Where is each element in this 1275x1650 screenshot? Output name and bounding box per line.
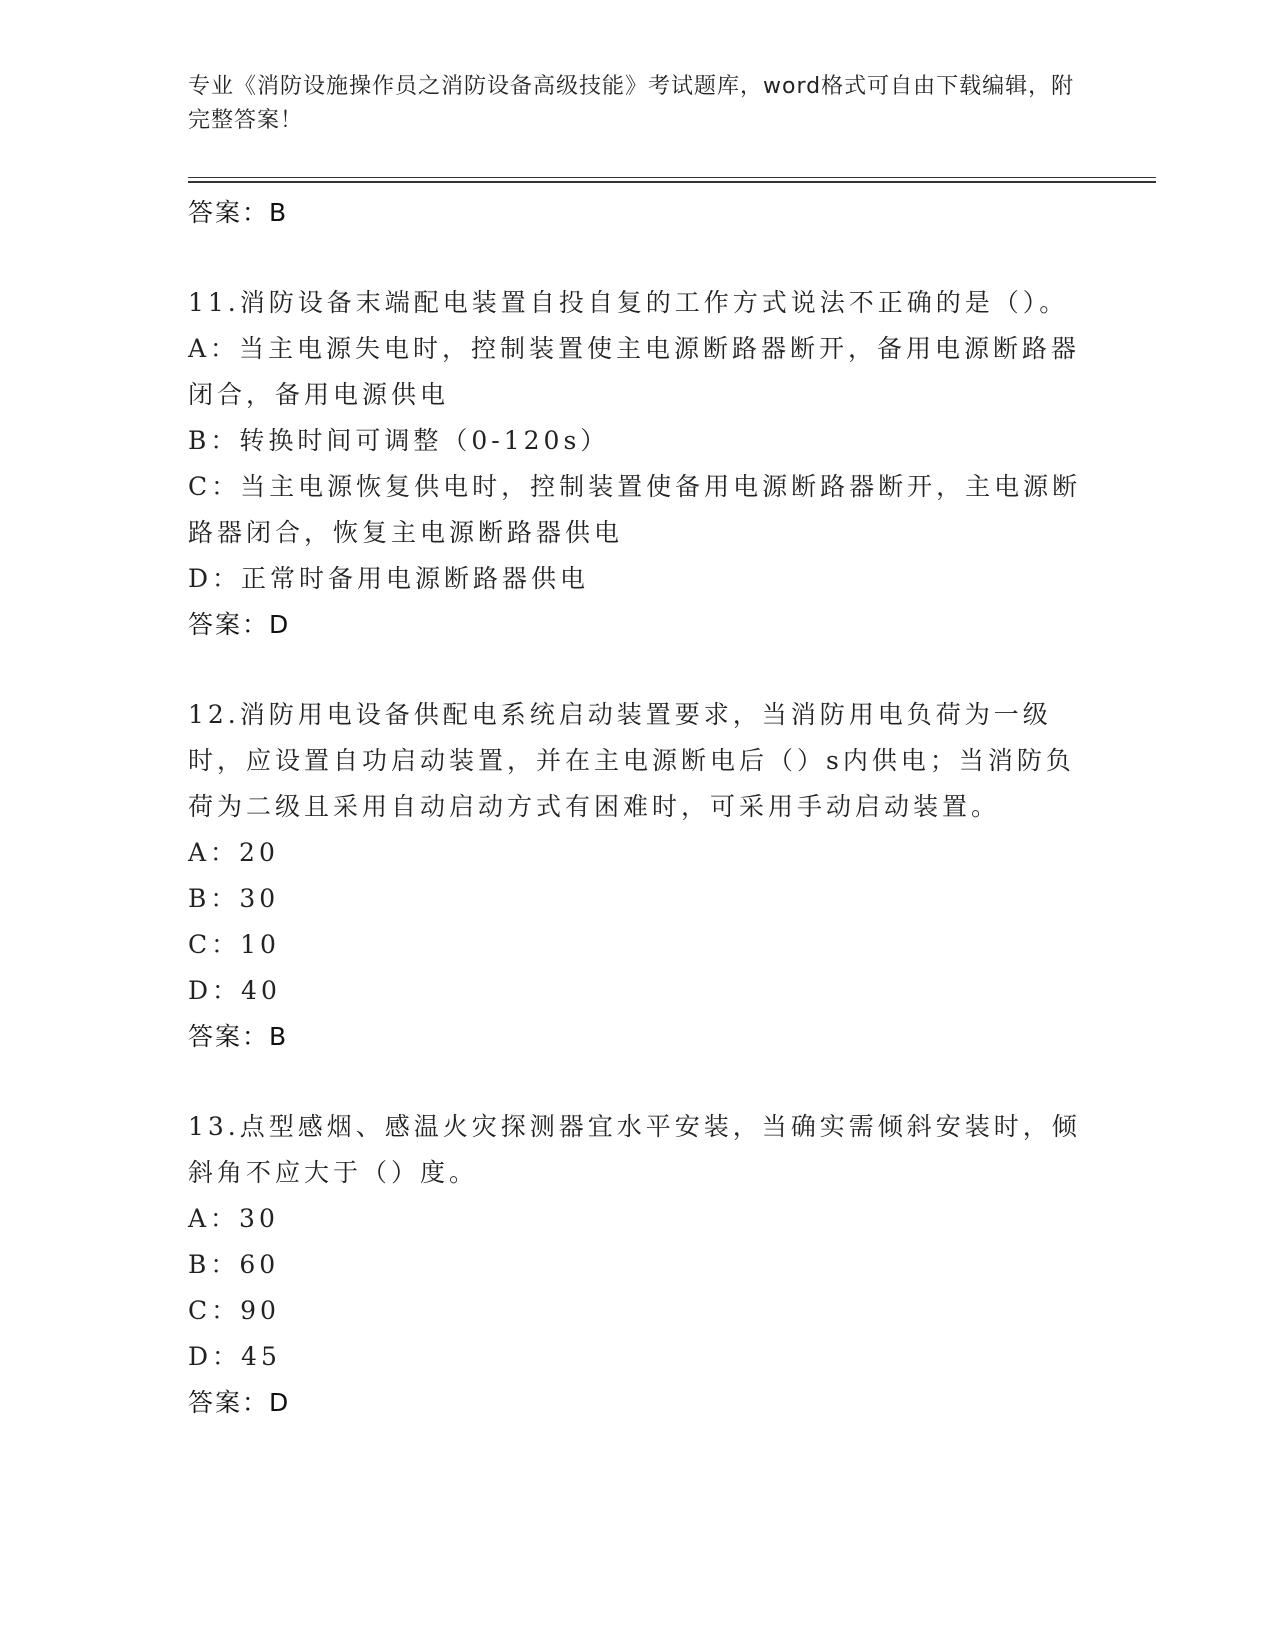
- question-block: [188, 280, 1088, 648]
- option-b: B：60: [188, 1250, 280, 1279]
- option-a: A：30: [188, 1204, 279, 1233]
- option-a: A：当主电源失电时，控制装置使主电源断路器断开，备用电源断路器闭合，备用电源供电: [188, 334, 1081, 409]
- document-header: 专业《消防设施操作员之消防设备高级技能》考试题库，word格式可自由下载编辑，附完整答案！: [188, 74, 1075, 133]
- spacer: [188, 236, 1088, 280]
- answer-label: 答案：D: [188, 1388, 291, 1417]
- option-d: D：正常时备用电源断路器供电: [188, 564, 590, 593]
- spacer: [188, 648, 1088, 692]
- question-stem: 11.消防设备末端配电装置自投自复的工作方式说法不正确的是（）。: [188, 288, 1069, 317]
- question-stem: 12.消防用电设备供配电系统启动装置要求，当消防用电负荷为一级时，应设置自功启动装置，并在主电源断电后（）s内供电；当消防负荷为二级且采用自动启动方式有困难时，可采用手动启动装置。: [188, 700, 1075, 821]
- question-stem: 13.点型感烟、感温火灾探测器宜水平安装，当确实需倾斜安装时，倾斜角不应大于（）度。: [188, 1112, 1081, 1187]
- answer-label: 答案：B: [188, 1022, 289, 1051]
- header-rule: [188, 177, 1156, 178]
- question-block: [188, 1104, 1088, 1426]
- option-b: B：30: [188, 884, 280, 913]
- option-c: C：10: [188, 930, 280, 959]
- question-block: [188, 692, 1088, 1060]
- option-a: A：20: [188, 838, 279, 867]
- answer-label: 答案：B: [188, 198, 289, 227]
- spacer: [188, 1060, 1088, 1104]
- option-c: C：当主电源恢复供电时，控制装置使备用电源断路器断开，主电源断路器闭合，恢复主电源断路器供电: [188, 472, 1082, 547]
- header-rule-thick: [188, 181, 1156, 183]
- option-c: C：90: [188, 1296, 280, 1325]
- option-d: D：45: [188, 1342, 281, 1371]
- answer-label: 答案：D: [188, 610, 291, 639]
- option-d: D：40: [188, 976, 281, 1005]
- question-content: [188, 190, 1088, 1426]
- option-b: B：转换时间可调整（0-120s）: [188, 426, 610, 455]
